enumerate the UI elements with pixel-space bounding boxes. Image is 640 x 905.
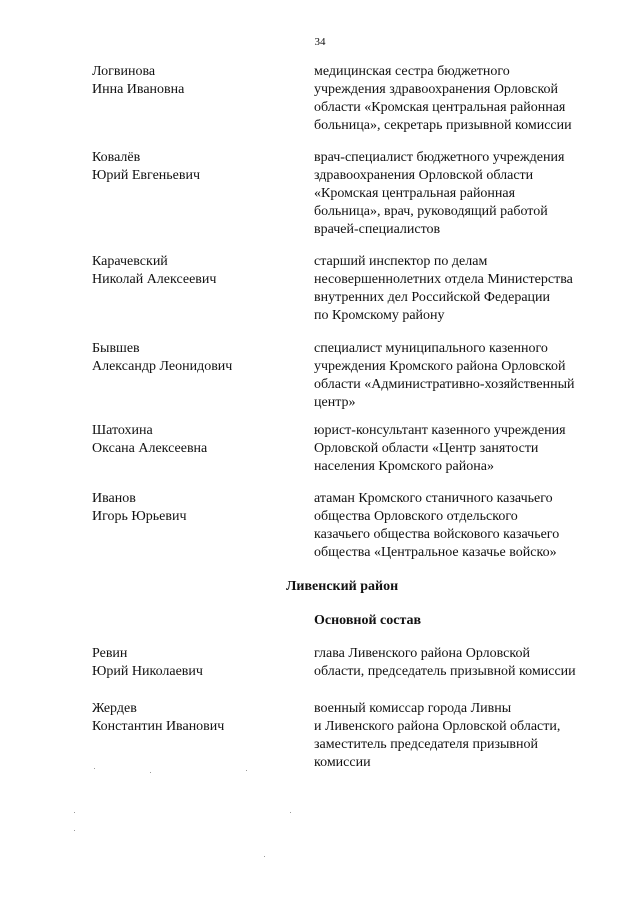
position-line: и Ливенского района Орловской области,: [314, 719, 561, 734]
position-line: учреждения Кромского района Орловской: [314, 359, 566, 374]
position-line: по Кромскому району: [314, 308, 445, 323]
member-name: [92, 645, 302, 681]
member-position: [314, 340, 614, 412]
position-line: старший инспектор по делам: [314, 254, 488, 269]
member-position: [314, 253, 614, 325]
member-position: [314, 149, 614, 239]
member-given-names: Оксана Алексеевна: [92, 441, 208, 456]
position-line: медицинская сестра бюджетного: [314, 64, 510, 79]
member-name: [92, 700, 302, 736]
position-line: здравоохранения Орловской области: [314, 168, 534, 183]
scan-speck: [246, 770, 247, 771]
member-surname: Ковалёв: [92, 150, 141, 165]
position-line: больница», секретарь призывной комиссии: [314, 118, 572, 133]
member-name: [92, 253, 302, 289]
member-position: [314, 700, 614, 772]
position-line: юрист-консультант казенного учреждения: [314, 423, 566, 438]
position-line: области, председатель призывной комиссии: [314, 664, 576, 679]
member-position: [314, 490, 614, 562]
position-line: военный комиссар города Ливны: [314, 701, 512, 716]
position-line: несовершеннолетних отдела Министерства: [314, 272, 573, 287]
position-line: врач-специалист бюджетного учреждения: [314, 150, 565, 165]
member-name: [92, 490, 302, 526]
member-surname: Карачевский: [92, 254, 168, 269]
position-line: заместитель председателя призывной: [314, 737, 538, 752]
member-position: [314, 645, 614, 681]
member-given-names: Юрий Николаевич: [92, 664, 203, 679]
member-position: [314, 422, 614, 476]
position-line: казачьего общества войскового казачьего: [314, 527, 560, 542]
member-name: [92, 63, 302, 99]
member-given-names: Константин Иванович: [92, 719, 225, 734]
member-given-names: Александр Леонидович: [92, 359, 233, 374]
member-surname: Жердев: [92, 701, 137, 716]
position-line: глава Ливенского района Орловской: [314, 646, 530, 661]
member-surname: Шатохина: [92, 423, 153, 438]
scan-speck: [150, 772, 151, 773]
member-surname: Бывшев: [92, 341, 140, 356]
member-position: [314, 63, 614, 135]
member-given-names: Юрий Евгеньевич: [92, 168, 201, 183]
position-line: области «Административно-хозяйственный: [314, 377, 575, 392]
member-surname: Иванов: [92, 491, 136, 506]
position-line: области «Кромская центральная районная: [314, 100, 566, 115]
position-line: общества «Центральное казачье войско»: [314, 545, 557, 560]
scan-speck: [74, 812, 75, 813]
position-line: населения Кромского района»: [314, 459, 494, 474]
scan-speck: [74, 830, 75, 831]
subsection-heading: Основной состав: [314, 613, 422, 628]
position-line: специалист муниципального казенного: [314, 341, 548, 356]
scan-speck: [290, 812, 291, 813]
position-line: внутренних дел Российской Федерации: [314, 290, 551, 305]
scan-speck: [264, 856, 265, 857]
position-line: атаман Кромского станичного казачьего: [314, 491, 553, 506]
member-given-names: Инна Ивановна: [92, 82, 185, 97]
member-name: [92, 149, 302, 185]
scan-speck: [94, 768, 95, 769]
member-name: [92, 340, 302, 376]
member-name: [92, 422, 302, 458]
position-line: «Кромская центральная районная: [314, 186, 516, 201]
position-line: общества Орловского отдельского: [314, 509, 518, 524]
member-given-names: Николай Алексеевич: [92, 272, 217, 287]
position-line: Орловской области «Центр занятости: [314, 441, 539, 456]
position-line: комиссии: [314, 755, 371, 770]
member-surname: Ревин: [92, 646, 128, 661]
member-surname: Логвинова: [92, 64, 156, 79]
position-line: врачей-специалистов: [314, 222, 441, 237]
member-given-names: Игорь Юрьевич: [92, 509, 187, 524]
position-line: центр»: [314, 395, 356, 410]
position-line: больница», врач, руководящий работой: [314, 204, 548, 219]
section-heading: Ливенский район: [286, 579, 399, 594]
page-number: 34: [314, 36, 326, 48]
position-line: учреждения здравоохранения Орловской: [314, 82, 559, 97]
